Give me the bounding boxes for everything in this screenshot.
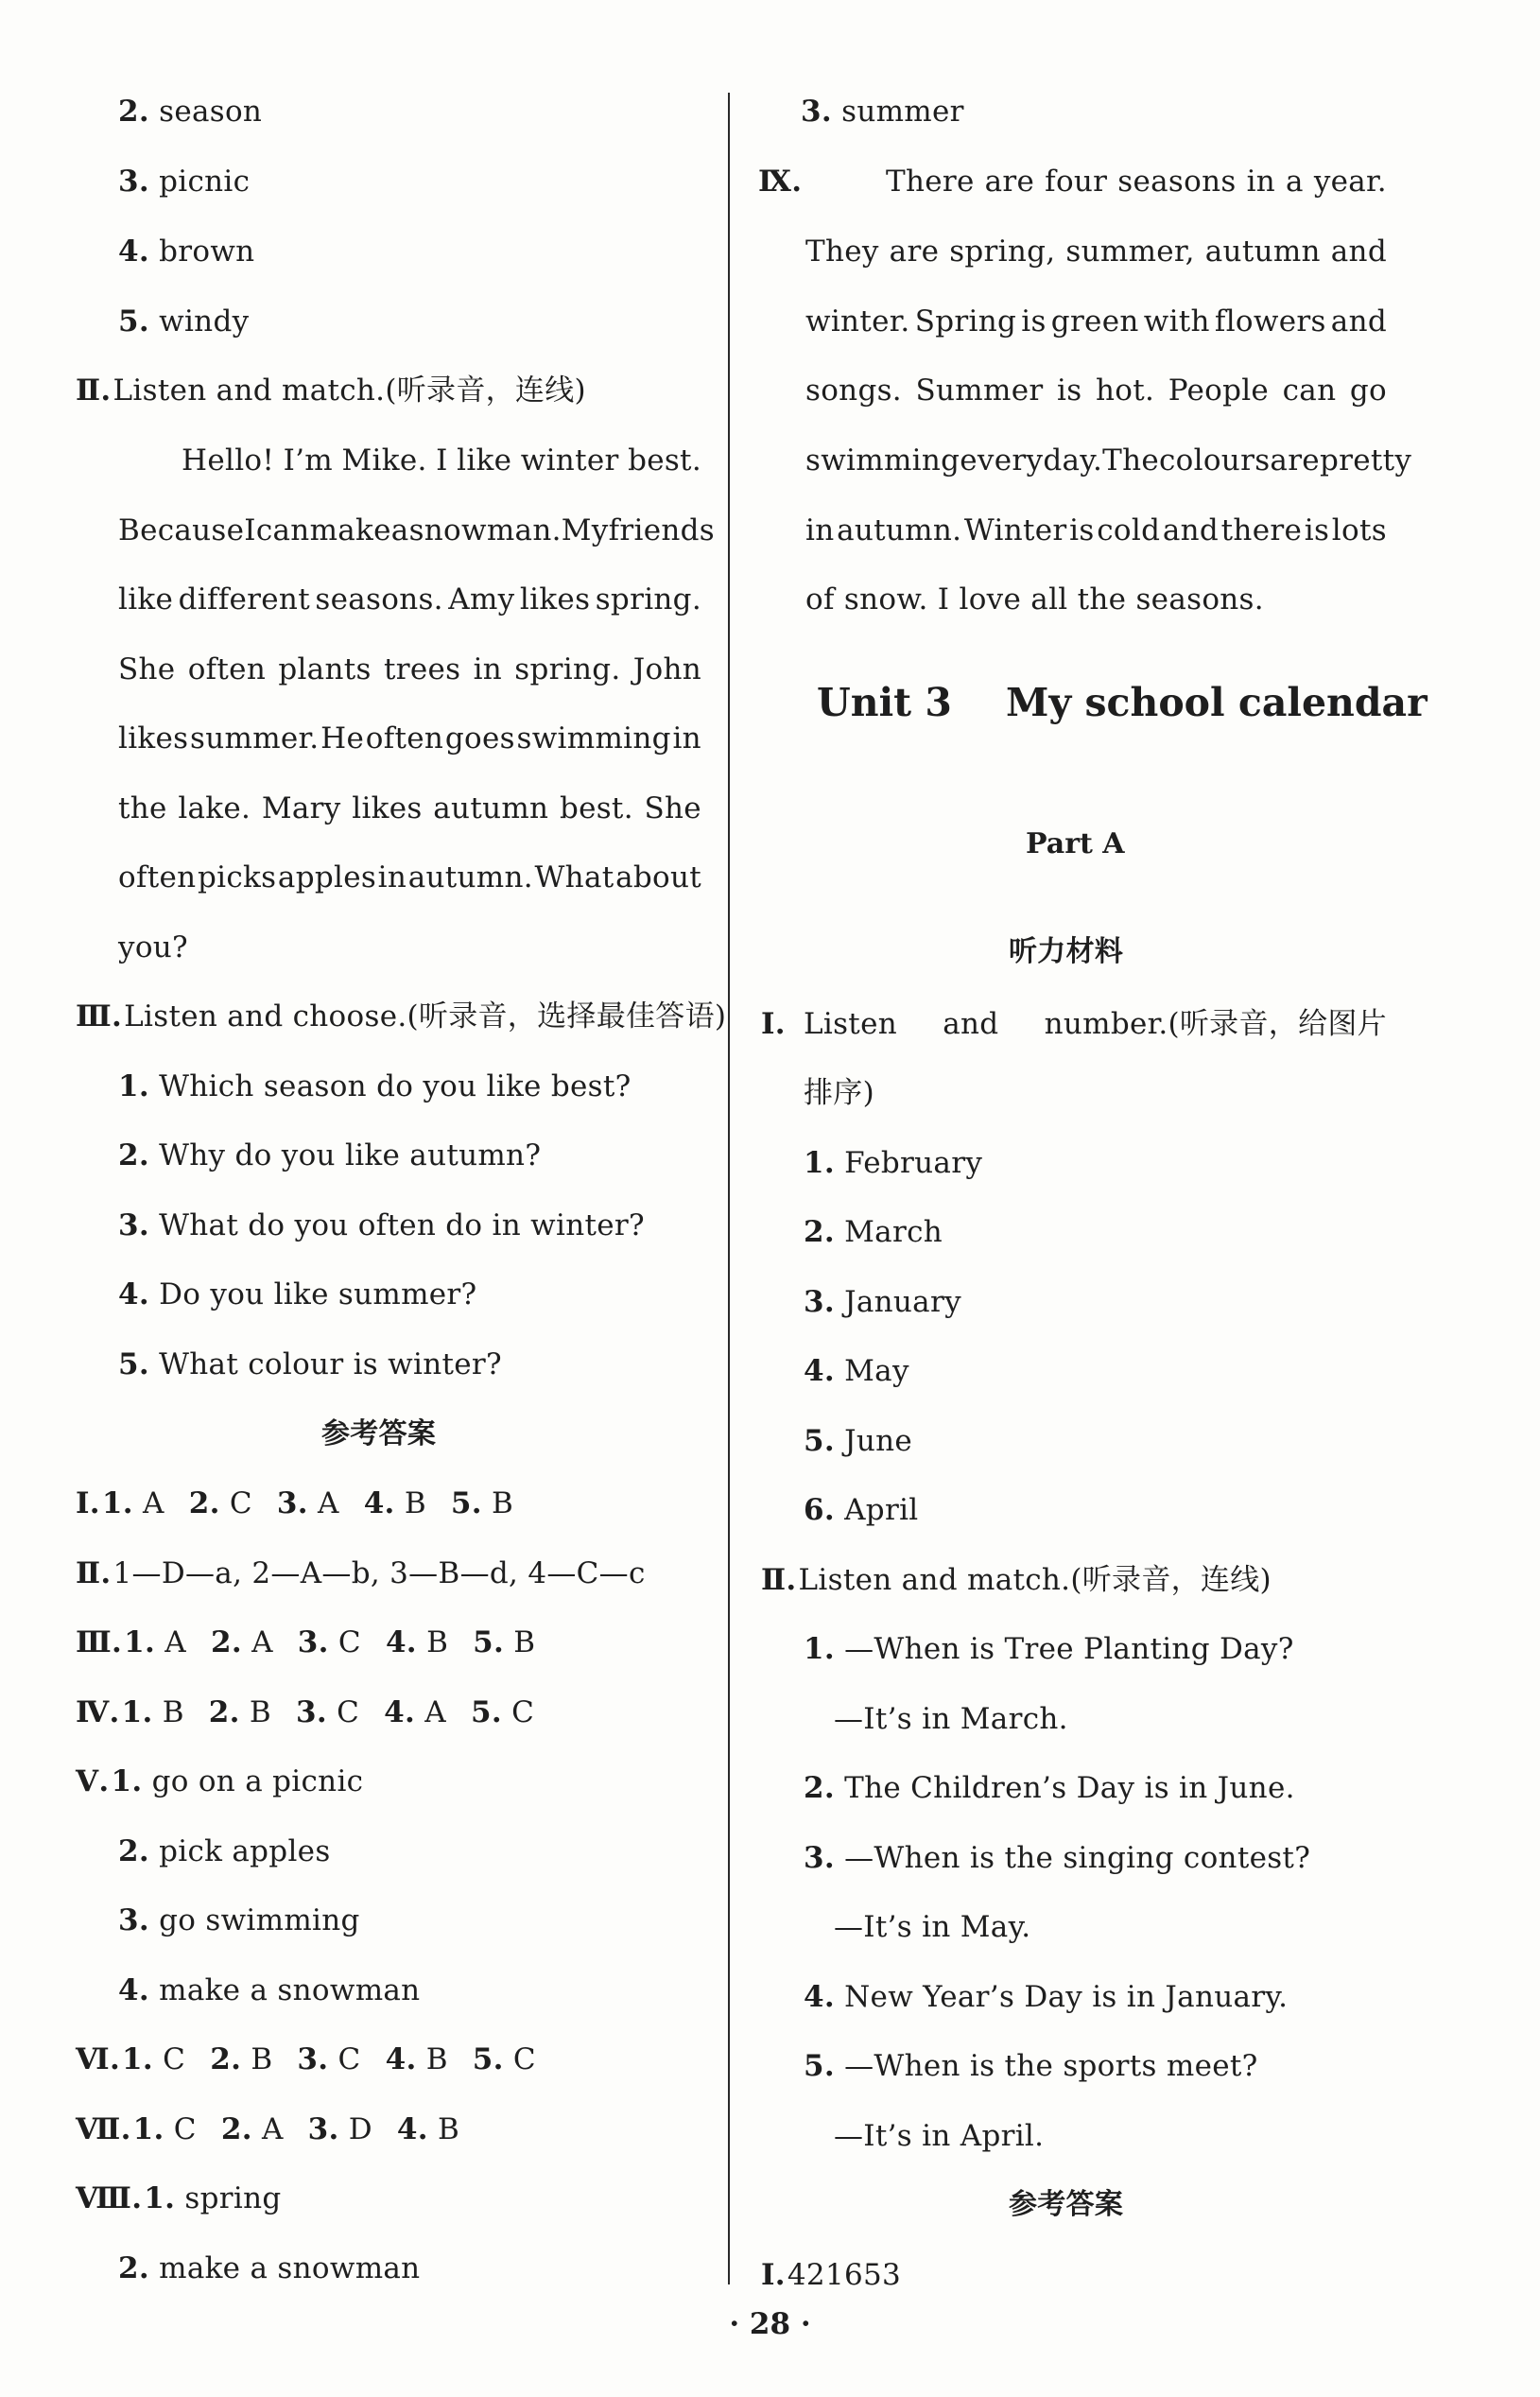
page-number: · 28 · xyxy=(729,2307,811,2341)
answer-row: 4. make a snowman xyxy=(118,1973,421,2007)
answer-row: Ⅳ.1. B 2. B 3. C 4. A 5. C xyxy=(76,1695,535,1729)
passage-line: of snow. I love all the seasons. xyxy=(805,582,1264,617)
answer-row: Ⅲ.1. A 2. A 3. C 4. B 5. B xyxy=(76,1625,536,1659)
list-item: 3. —When is the singing contest? xyxy=(804,1841,1311,1875)
answer-row: Ⅷ.1. spring xyxy=(76,2181,282,2215)
passage-line: songs. Summer is hot. People can go xyxy=(805,373,1387,408)
answer-row: Ⅰ.421653 xyxy=(761,2258,902,2292)
section-heading: Ⅱ.Listen and match.(听录音，连线) xyxy=(761,1563,1272,1597)
list-item: —It’s in April. xyxy=(834,2119,1045,2153)
list-item: —It’s in March. xyxy=(834,1702,1068,1736)
answer-row: Ⅰ.1. A 2. C 3. A 4. B 5. B xyxy=(76,1486,514,1520)
answer-row: 2. make a snowman xyxy=(118,2251,421,2285)
list-item: 1. —When is Tree Planting Day? xyxy=(804,1632,1294,1666)
list-item: 5. —When is the sports meet? xyxy=(804,2049,1258,2083)
list-item: 3. What do you often do in winter? xyxy=(118,1208,645,1242)
column-divider xyxy=(728,93,730,2284)
answer-row: Ⅵ.1. C 2. B 3. C 4. B 5. C xyxy=(76,2042,536,2076)
answer-row: Ⅴ.1. go on a picnic xyxy=(76,1764,364,1798)
list-item: 5. June xyxy=(804,1424,913,1458)
answer-row: Ⅱ.1—D—a, 2—A—b, 3—B—d, 4—C—c xyxy=(76,1556,646,1590)
section-heading-cont: 排序) xyxy=(804,1076,874,1110)
list-item: 3. summer xyxy=(801,95,964,129)
passage-line: Ⅸ. There are four seasons in a year. xyxy=(758,165,1387,199)
section-heading: Ⅰ. Listen and number.(听录音，给图片 xyxy=(761,1007,1387,1041)
list-item: 1. Which season do you like best? xyxy=(118,1069,632,1103)
passage-line: you? xyxy=(118,930,188,964)
passage-line: in autumn. Winter is cold and there is lots xyxy=(805,513,1387,547)
list-item: 5. windy xyxy=(118,304,250,339)
passage-line: She often plants trees in spring. John xyxy=(118,652,701,686)
list-item: 4. brown xyxy=(118,234,255,269)
passage-line: often picks apples in autumn. What about xyxy=(118,860,701,895)
list-item: 6. April xyxy=(804,1493,919,1527)
passage-line: They are spring, summer, autumn and xyxy=(805,234,1387,269)
list-item: 3. January xyxy=(804,1285,961,1319)
answer-row: 3. go swimming xyxy=(118,1903,360,1937)
passage-line: the lake. Mary likes autumn best. She xyxy=(118,791,701,825)
passage-line: Because I can make a snowman. My friends xyxy=(118,513,715,547)
passage-line: Hello! I’m Mike. I like winter best. xyxy=(182,443,701,478)
passage-line: like different seasons. Amy likes spring. xyxy=(118,582,701,617)
list-item: 4. Do you like summer? xyxy=(118,1277,477,1311)
list-item: —It’s in May. xyxy=(834,1910,1031,1944)
list-item: 4. New Year’s Day is in January. xyxy=(804,1980,1289,2014)
answers-heading: 参考答案 xyxy=(321,1417,437,1450)
list-item: 4. May xyxy=(804,1354,909,1388)
passage-line: winter. Spring is green with flowers and xyxy=(805,304,1387,339)
list-item: 2. March xyxy=(804,1215,943,1249)
list-item: 2. The Children’s Day is in June. xyxy=(804,1771,1295,1805)
list-item: 1. February xyxy=(804,1146,983,1180)
part-title: Part A xyxy=(1026,827,1125,860)
list-item: 5. What colour is winter? xyxy=(118,1347,502,1381)
answer-row: Ⅶ.1. C 2. A 3. D 4. B xyxy=(76,2112,460,2146)
section-heading: Ⅲ.Listen and choose.(听录音，选择最佳答语) xyxy=(76,999,727,1033)
passage-line: likes summer. He often goes swimming in xyxy=(118,721,701,756)
unit-title: Unit 3 My school calendar xyxy=(817,680,1428,725)
list-item: 2. Why do you like autumn? xyxy=(118,1138,542,1172)
listening-heading: 听力材料 xyxy=(1009,935,1124,968)
answers-heading: 参考答案 xyxy=(1009,2188,1124,2221)
list-item: 3. picnic xyxy=(118,165,251,199)
passage-line: swimming every day. The colours are pretty xyxy=(805,443,1412,478)
answer-row: 2. pick apples xyxy=(118,1834,331,1868)
section-heading: Ⅱ.Listen and match.(听录音，连线) xyxy=(76,373,586,408)
list-item: 2. season xyxy=(118,95,263,129)
